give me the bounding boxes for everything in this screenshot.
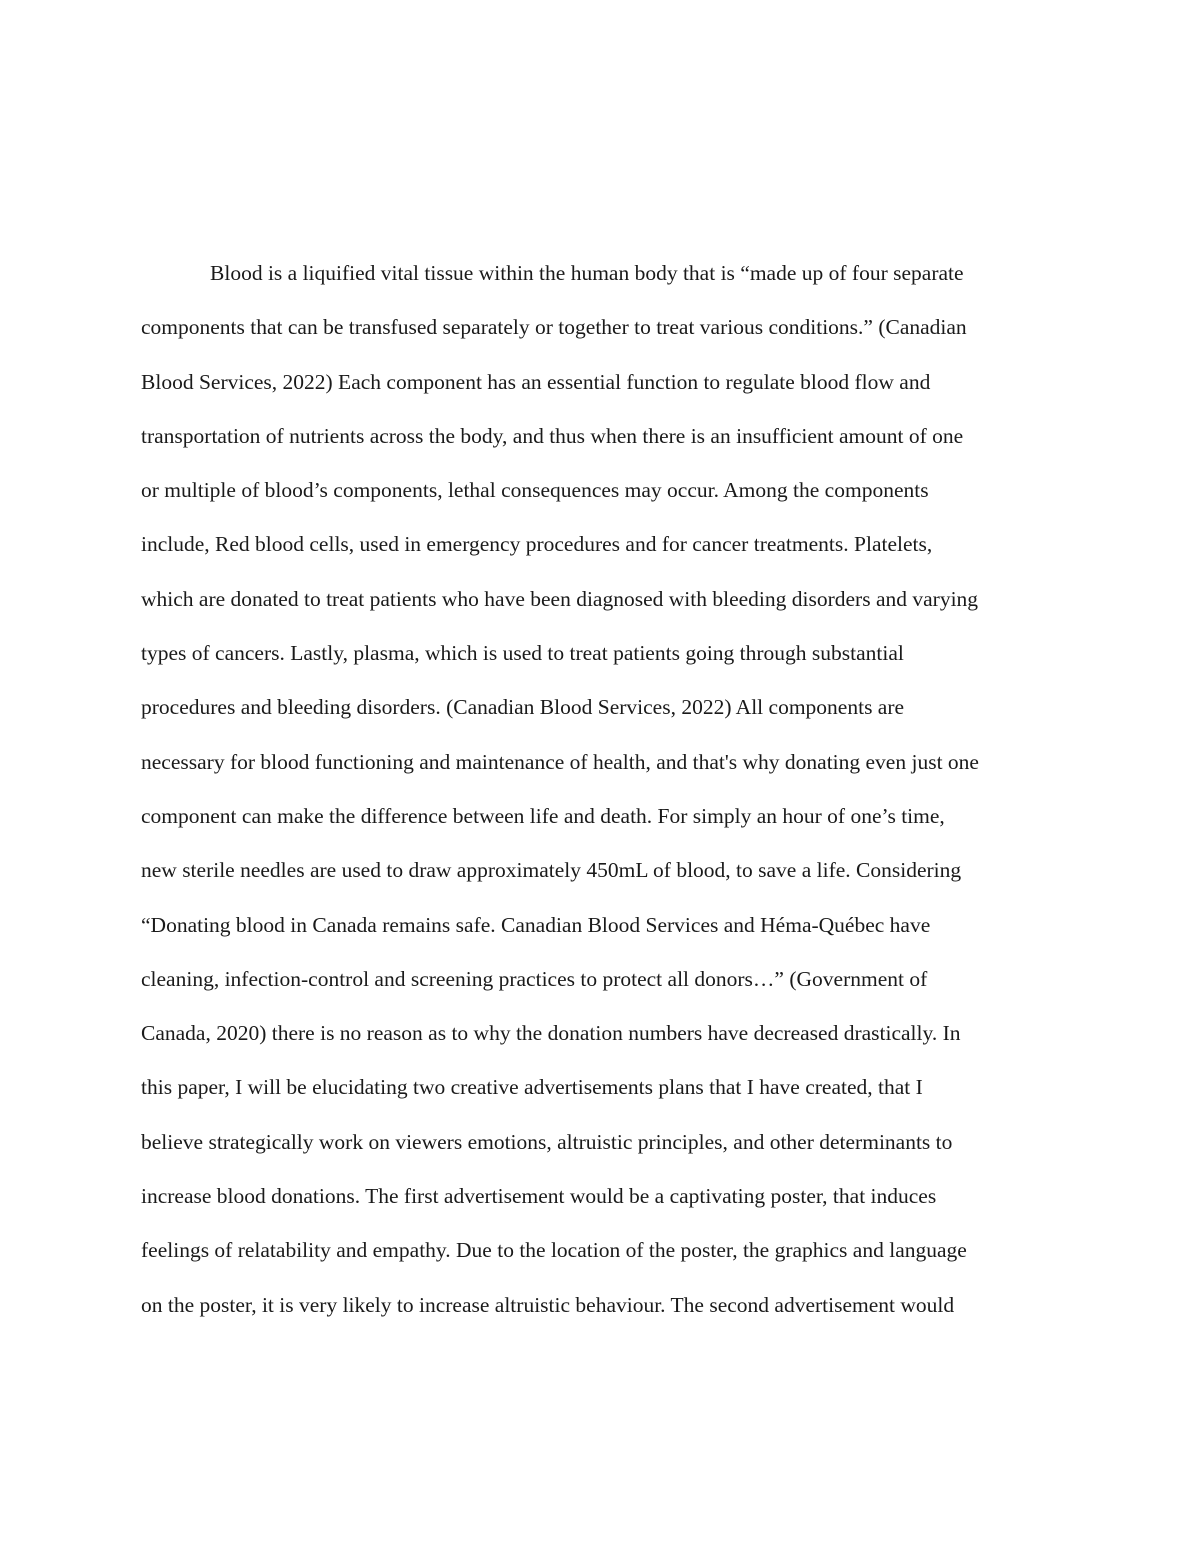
paragraph-line: or multiple of blood’s components, lethal consequences may occur. Among the components	[141, 478, 929, 503]
paragraph-line: Blood is a liquified vital tissue within the human body that is “made up of four separate	[210, 261, 964, 285]
paragraph-line: procedures and bleeding disorders. (Canadian Blood Services, 2022) All components are	[141, 695, 905, 720]
paragraph-line: Blood Services, 2022) Each component has an essential function to regulate blood flow and	[141, 369, 931, 394]
paragraph-line: component can make the difference between life and death. For simply an hour of one’s time,	[141, 803, 945, 828]
paragraph-line: necessary for blood functioning and maintenance of health, and that's why donating even just one	[141, 749, 979, 774]
paragraph-line: feelings of relatability and empathy. Due to the location of the poster, the graphics and language	[141, 1238, 967, 1263]
paragraph-line: believe strategically work on viewers emotions, altruistic principles, and other determinants to	[141, 1129, 953, 1154]
paragraph-line: new sterile needles are used to draw approximately 450mL of blood, to save a life. Considering	[141, 858, 962, 883]
paragraph-line: this paper, I will be elucidating two creative advertisements plans that I have created, that I	[141, 1075, 923, 1100]
paragraph-line: which are donated to treat patients who have been diagnosed with bleeding disorders and varying	[141, 586, 979, 611]
paragraph-line: Canada, 2020) there is no reason as to why the donation numbers have decreased drastically. In	[141, 1021, 961, 1046]
paragraph-line: on the poster, it is very likely to increase altruistic behaviour. The second advertisement would	[141, 1292, 955, 1317]
paragraph-line: transportation of nutrients across the body, and thus when there is an insufficient amount of one	[141, 423, 964, 448]
paragraph-line: increase blood donations. The first advertisement would be a captivating poster, that induces	[141, 1184, 937, 1209]
paragraph-line: types of cancers. Lastly, plasma, which is used to treat patients going through substantial	[141, 641, 904, 666]
paragraph-line: cleaning, infection-control and screening practices to protect all donors…” (Government of	[141, 966, 928, 991]
body-paragraph	[141, 253, 1071, 1339]
paragraph-line: components that can be transfused separately or together to treat various conditions.” (Canadian	[141, 315, 967, 340]
paragraph-line: include, Red blood cells, used in emergency procedures and for cancer treatments. Platelets,	[141, 532, 933, 557]
paragraph-line: “Donating blood in Canada remains safe. Canadian Blood Services and Héma-Québec have	[141, 912, 931, 937]
